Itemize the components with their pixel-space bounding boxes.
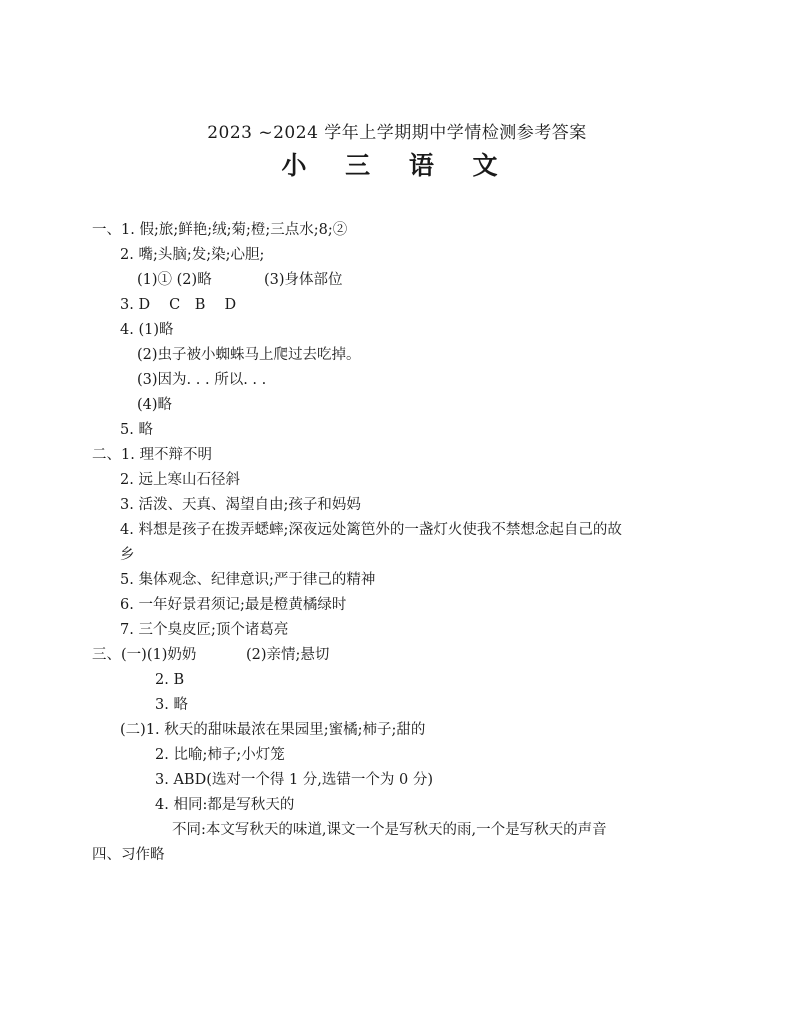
section-1-line-5: 4. (1)略	[120, 322, 174, 338]
section-3-line-2: 2. B	[155, 672, 185, 688]
section-1-line-2: 2. 嘴;头脑;发;染;心胆;	[120, 247, 265, 263]
section-2-line-1: 二、1. 理不辩不明	[92, 447, 212, 463]
section-1-line-7: (3)因为. . . 所以. . .	[137, 372, 267, 388]
section-2-line-8: 7. 三个臭皮匠;顶个诸葛亮	[120, 622, 289, 638]
section-4-line-1: 四、习作略	[92, 847, 165, 863]
section-3-line-5: 2. 比喻;柿子;小灯笼	[155, 747, 285, 763]
section-3-line-3: 3. 略	[155, 697, 188, 713]
section-1-line-8: (4)略	[137, 397, 173, 413]
section-1-line-3b: (3)身体部位	[264, 272, 343, 288]
section-2-line-7: 6. 一年好景君须记;最是橙黄橘绿时	[120, 597, 347, 613]
page-title: 2023 ~2024 学年上学期期中学情检测参考答案	[207, 123, 587, 143]
section-2-line-4: 4. 料想是孩子在拨弄蟋蟀;深夜远处篱笆外的一盏灯火使我不禁想念起自己的故	[120, 522, 622, 538]
section-3-line-8: 不同:本文写秋天的味道,课文一个是写秋天的雨,一个是写秋天的声音	[172, 822, 607, 838]
page-subtitle: 小 三 语 文	[281, 151, 513, 180]
section-2-line-5: 乡	[120, 547, 135, 563]
section-3-line-7: 4. 相同:都是写秋天的	[155, 797, 295, 813]
section-3-line-1b: (2)亲情;悬切	[246, 647, 330, 663]
section-1-line-9: 5. 略	[120, 422, 153, 438]
section-1-line-4: 3. D C B D	[120, 297, 237, 313]
section-1-line-6: (2)虫子被小蜘蛛马上爬过去吃掉。	[137, 347, 361, 363]
section-3-line-6: 3. ABD(选对一个得 1 分,选错一个为 0 分)	[155, 772, 434, 788]
section-3-line-1a: 三、(一)(1)奶奶	[92, 647, 197, 663]
section-2-line-3: 3. 活泼、天真、渴望自由;孩子和妈妈	[120, 497, 361, 513]
section-2-line-6: 5. 集体观念、纪律意识;严于律己的精神	[120, 572, 376, 588]
section-2-line-2: 2. 远上寒山石径斜	[120, 472, 240, 488]
section-1-line-3a: (1)① (2)略	[137, 272, 212, 288]
section-3-line-4: (二)1. 秋天的甜味最浓在果园里;蜜橘;柿子;甜的	[120, 722, 426, 738]
section-1-line-1: 一、1. 假;旅;鲜艳;绒;菊;橙;三点水;8;②	[92, 222, 348, 238]
